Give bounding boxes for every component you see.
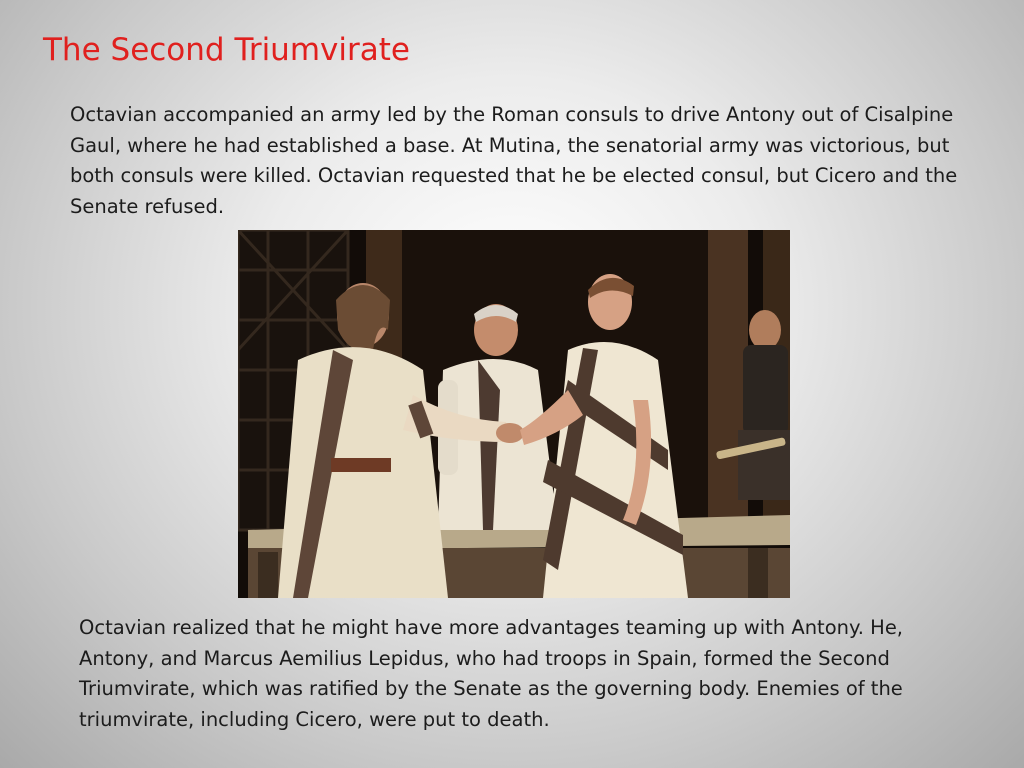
paragraph-top: Octavian accompanied an army led by the Roman consuls to drive Antony out of Cisalpine Gaul, where he had established a base. At Mutina, the senatorial army was victorious, but both consuls were killed. Octavian requested that he be elected consul, but Cicero and the Senate refused. (70, 103, 958, 218)
slide-title: The Second Triumvirate (43, 32, 410, 68)
paragraph-bottom: Octavian realized that he might have more advantages teaming up with Antony. He, Antony, and Marcus Aemilius Lepidus, who had troops in Spain, formed the Second Triumvirate, which was ratified by the Senate as the governing body. Enemies of the triumvirate, including Cicero, were put to death. (79, 616, 904, 731)
theater-photo (238, 230, 790, 598)
